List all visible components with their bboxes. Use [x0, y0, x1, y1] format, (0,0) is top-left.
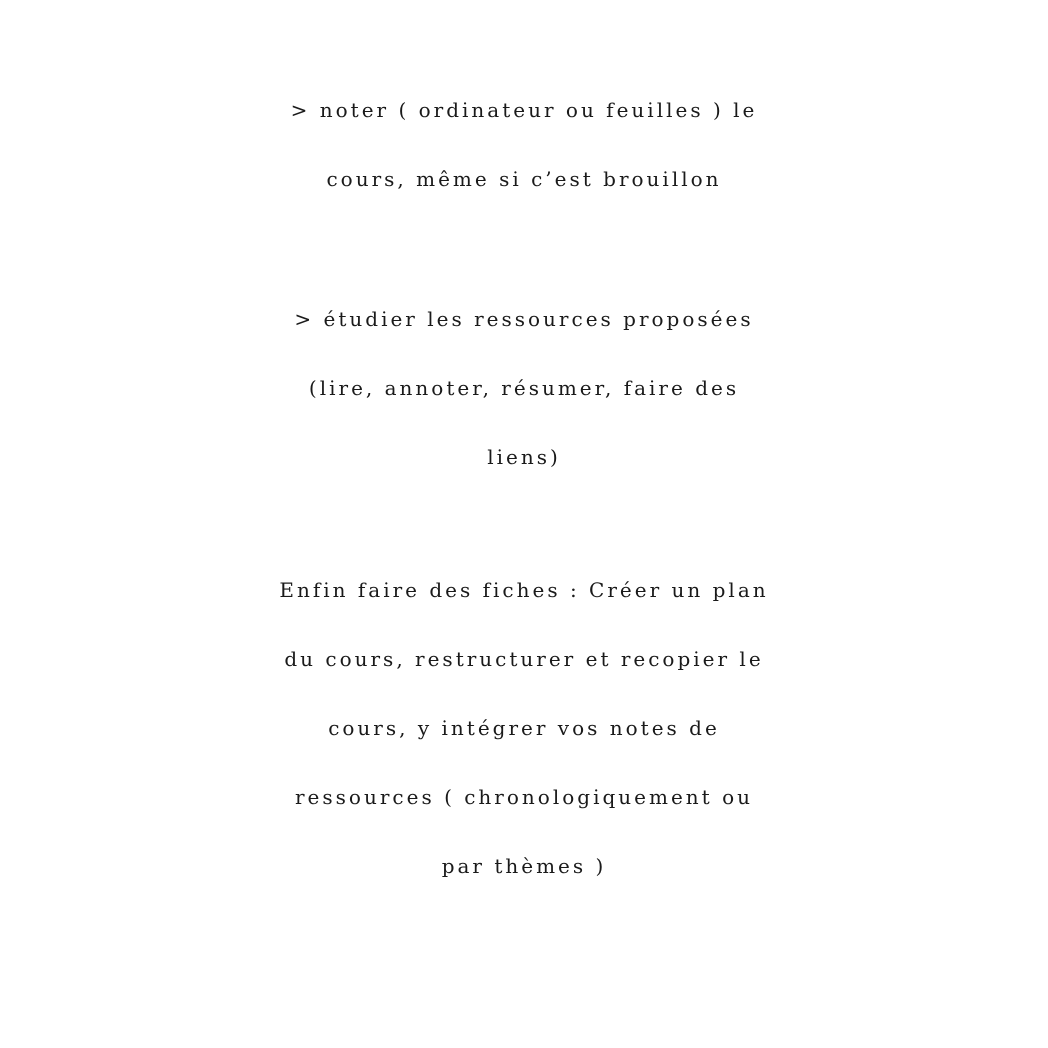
paragraph-etudier [0, 285, 1048, 492]
text-line: cours, même si c’est brouillon [326, 167, 722, 191]
text-line: > noter ( ordinateur ou feuilles ) le [290, 98, 758, 122]
text-line: Enfin faire des fiches : Créer un plan [279, 578, 769, 602]
text-line: (lire, annoter, résumer, faire des [308, 376, 740, 400]
text-line: par thèmes ) [441, 854, 607, 878]
paragraph-noter [0, 76, 1048, 214]
text-line: du cours, restructurer et recopier le [284, 647, 764, 671]
text-line: liens) [487, 445, 561, 469]
text-line: ressources ( chronologiquement ou [295, 785, 753, 809]
text-line: cours, y intégrer vos notes de [328, 716, 720, 740]
paragraph-fiches [0, 556, 1048, 901]
text-line: > étudier les ressources proposées [294, 307, 754, 331]
